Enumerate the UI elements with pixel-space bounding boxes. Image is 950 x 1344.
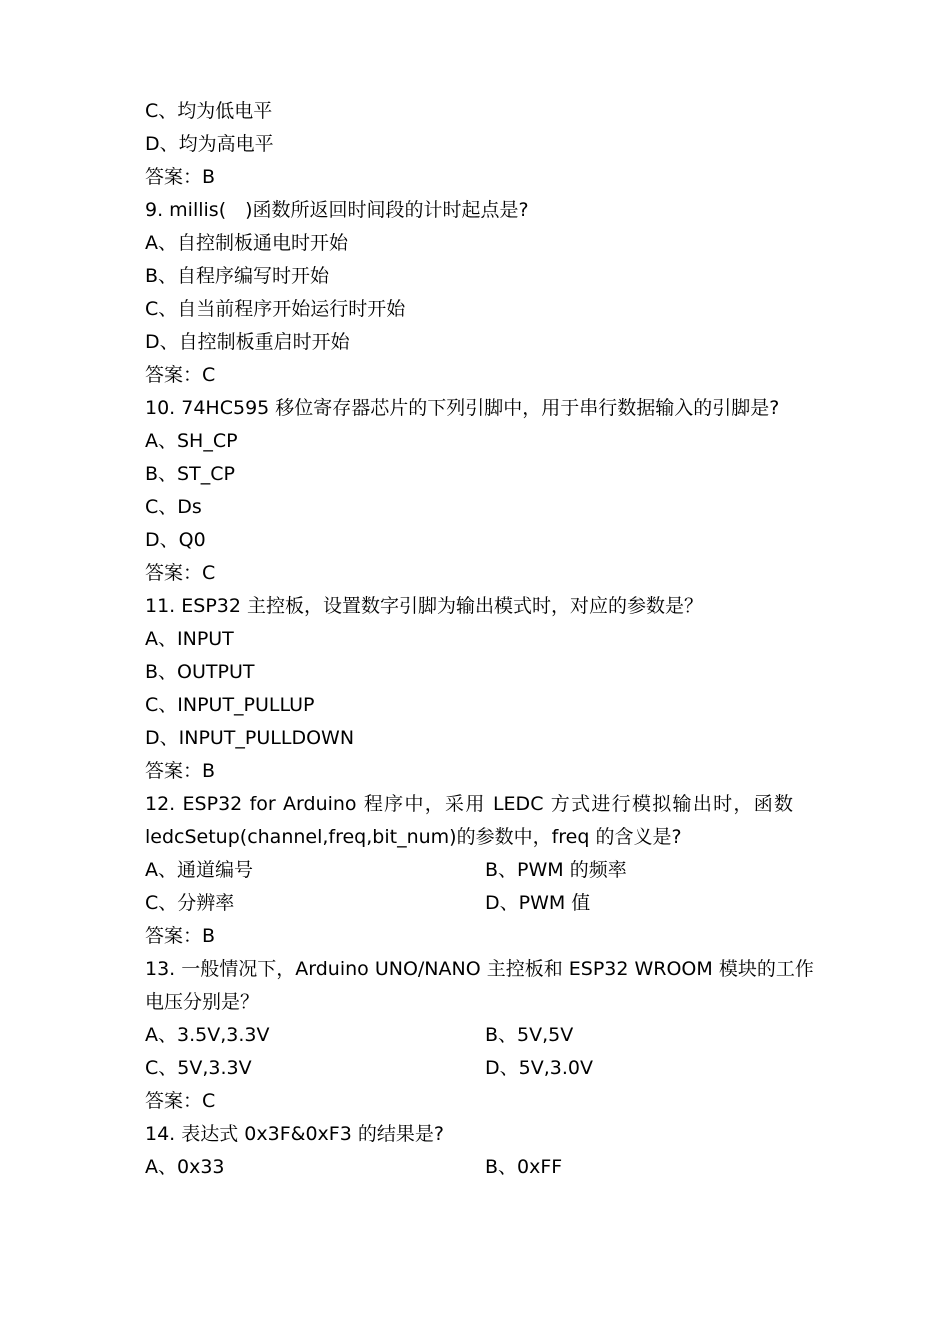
q8-answer: 答案：B [145, 166, 216, 188]
q12-option-a: A、通道编号 [145, 859, 253, 881]
q12-question-line2: ledcSetup(channel,freq,bit_num)的参数中，freq 的含义是? [145, 826, 682, 848]
q11-option-b: B、OUTPUT [145, 661, 255, 683]
question-list [145, 95, 825, 1184]
q10-option-a: A、SH_CP [145, 430, 238, 452]
q14-question: 14. 表达式 0x3F&0xF3 的结果是? [145, 1123, 444, 1145]
q14-option-b: B、0xFF [485, 1156, 563, 1178]
q9-option-b: B、自程序编写时开始 [145, 265, 330, 287]
q13-options-row1 [145, 1019, 825, 1052]
q13-options-row2 [145, 1052, 825, 1085]
q14-options-row1 [145, 1151, 825, 1184]
q12-options-row1 [145, 854, 825, 887]
q11-question: 11. ESP32 主控板，设置数字引脚为输出模式时，对应的参数是？ [145, 595, 703, 617]
q9-option-c: C、自当前程序开始运行时开始 [145, 298, 406, 320]
q9-question: 9. millis( )函数所返回时间段的计时起点是? [145, 199, 529, 221]
q8-option-d: D、均为高电平 [145, 133, 274, 155]
q12-option-c: C、分辨率 [145, 892, 235, 914]
q12-answer: 答案：B [145, 925, 216, 947]
q13-option-d: D、5V,3.0V [485, 1057, 593, 1079]
q11-option-c: C、INPUT_PULLUP [145, 694, 315, 716]
q13-question-line2: 电压分别是？ [145, 991, 260, 1013]
q13-option-b: B、5V,5V [485, 1024, 574, 1046]
q10-option-d: D、Q0 [145, 529, 206, 551]
q11-option-a: A、INPUT [145, 628, 234, 650]
q12-question-line1: 12. ESP32 for Arduino 程序中，采用 LEDC 方式进行模拟输出时，函数 [145, 793, 793, 815]
q10-option-b: B、ST_CP [145, 463, 235, 485]
q13-answer: 答案：C [145, 1090, 216, 1112]
q12-option-b: B、PWM 的频率 [485, 859, 627, 881]
q13-option-a: A、3.5V,3.3V [145, 1024, 270, 1046]
q13-question-line1: 13. 一般情况下，Arduino UNO/NANO 主控板和 ESP32 WROOM 模块的工作 [145, 958, 814, 980]
q8-option-c: C、均为低电平 [145, 100, 273, 122]
q9-option-d: D、自控制板重启时开始 [145, 331, 350, 353]
q9-answer: 答案：C [145, 364, 216, 386]
q10-question: 10. 74HC595 移位寄存器芯片的下列引脚中，用于串行数据输入的引脚是? [145, 397, 780, 419]
q14-option-a: A、0x33 [145, 1156, 225, 1178]
q10-answer: 答案：C [145, 562, 216, 584]
q13-option-c: C、5V,3.3V [145, 1057, 252, 1079]
q9-option-a: A、自控制板通电时开始 [145, 232, 348, 254]
q10-option-c: C、Ds [145, 496, 202, 518]
q11-option-d: D、INPUT_PULLDOWN [145, 727, 355, 749]
q12-option-d: D、PWM 值 [485, 892, 591, 914]
q12-options-row2 [145, 887, 825, 920]
q11-answer: 答案：B [145, 760, 216, 782]
